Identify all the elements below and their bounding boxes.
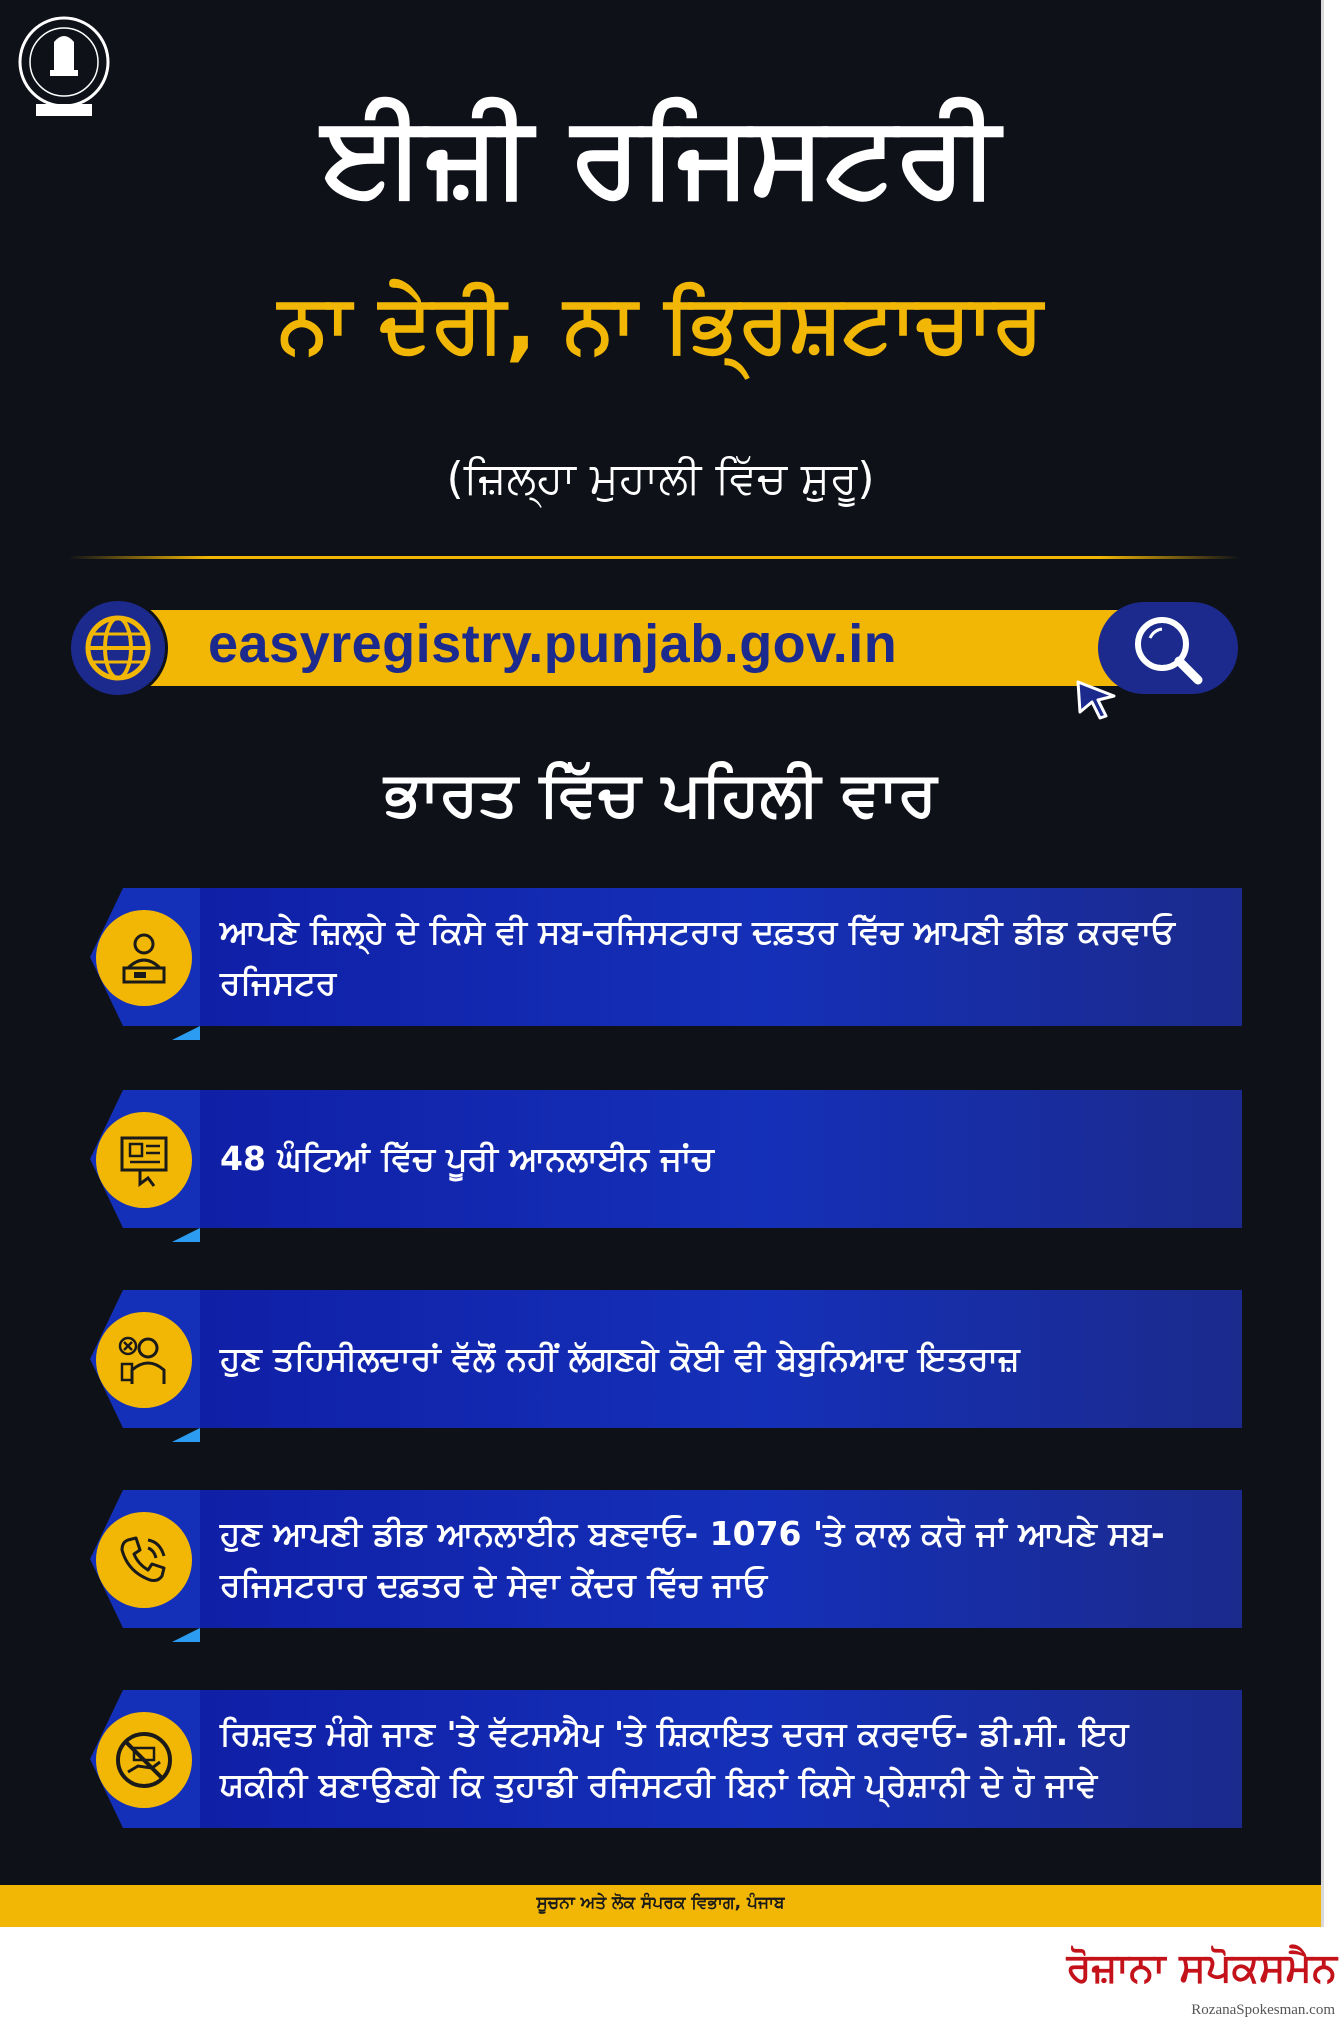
- no-bribe-icon: [96, 1712, 192, 1808]
- feature-text: ਆਪਣੇ ਜ਼ਿਲ੍ਹੇ ਦੇ ਕਿਸੇ ਵੀ ਸਬ-ਰਜਿਸਟਰਾਰ ਦਫ਼ਤਰ ਵਿੱਚ ਆਪਣੀ ਡੀਡ ਕਰਵਾਓ ਰਜਿਸਟਰ: [220, 911, 1175, 1002]
- newspaper-url[interactable]: RozanaSpokesman.com: [1191, 2002, 1335, 2018]
- url-text: easyregistry.punjab.gov.in: [208, 614, 898, 674]
- officer-desk-icon: [96, 910, 192, 1006]
- headline: ਭਾਰਤ ਵਿੱਚ ਪਹਿਲੀ ਵਾਰ: [384, 757, 937, 830]
- page-subtitle: ਨਾ ਦੇਰੀ, ਨਾ ਭ੍ਰਿਸ਼ਟਾਚਾਰ: [278, 277, 1043, 370]
- cursor-icon: [1074, 678, 1118, 722]
- feature-item: [90, 1690, 1242, 1828]
- feature-text: 48 ਘੰਟਿਆਂ ਵਿੱਚ ਪੂਰੀ ਆਨਲਾਈਨ ਜਾਂਚ: [220, 1139, 714, 1179]
- footer-bar: [0, 1885, 1324, 1927]
- phone-call-icon: [96, 1512, 192, 1608]
- district-note: (ਜ਼ਿਲ੍ਹਾ ਮੁਹਾਲੀ ਵਿੱਚ ਸ਼ੁਰੂ): [446, 453, 875, 504]
- divider: [68, 556, 1240, 559]
- feature-item: [90, 1090, 1242, 1228]
- online-document-icon: [96, 1112, 192, 1208]
- search-button[interactable]: [1098, 602, 1238, 694]
- feature-notch: [172, 1628, 200, 1642]
- newspaper-brand: ਰੋਜ਼ਾਨਾ ਸਪੋਕਸਮੈਨ: [1066, 1945, 1337, 1991]
- feature-notch: [172, 1428, 200, 1442]
- feature-item: [90, 1490, 1242, 1628]
- feature-text: ਰਿਸ਼ਵਤ ਮੰਗੇ ਜਾਣ 'ਤੇ ਵੱਟਸਐਪ 'ਤੇ ਸ਼ਿਕਾਇਤ ਦਰਜ ਕਰਵਾਓ- ਡੀ.ਸੀ. ਇਹ ਯਕੀਨੀ ਬਣਾਉਣਗੇ ਕਿ ਤੁਹਾਡੀ ਰਜਿਸਟਰੀ ਬਿਨਾਂ ਕਿਸੇ ਪ੍ਰੇਸ਼ਾਨੀ ਦੇ ਹੋ ਜਾਵੇ: [220, 1713, 1129, 1804]
- feature-item: [90, 888, 1242, 1026]
- feature-item: [90, 1290, 1242, 1428]
- page-title: ਈਜ਼ੀ ਰਜਿਸਟਰੀ: [321, 91, 1000, 221]
- feature-text: ਹੁਣ ਆਪਣੀ ਡੀਡ ਆਨਲਾਈਨ ਬਣਵਾਓ- 1076 'ਤੇ ਕਾਲ ਕਰੋ ਜਾਂ ਆਪਣੇ ਸਬ-ਰਜਿਸਟਰਾਰ ਦਫ਼ਤਰ ਦੇ ਸੇਵਾ ਕੇਂਦਰ ਵਿੱਚ ਜਾਓ: [220, 1513, 1165, 1604]
- no-objection-officer-icon: [96, 1312, 192, 1408]
- url-bar[interactable]: [68, 598, 1238, 698]
- globe-icon: [68, 598, 168, 698]
- footer-credit: ਸੂਚਨਾ ਅਤੇ ਲੋਕ ਸੰਪਰਕ ਵਿਭਾਗ, ਪੰਜਾਬ: [536, 1893, 785, 1913]
- search-icon: [1098, 602, 1238, 694]
- feature-notch: [172, 1228, 200, 1242]
- feature-notch: [172, 1026, 200, 1040]
- feature-text: ਹੁਣ ਤਹਿਸੀਲਦਾਰਾਂ ਵੱਲੋਂ ਨਹੀਂ ਲੱਗਣਗੇ ਕੋਈ ਵੀ ਬੇਬੁਨਿਆਦ ਇਤਰਾਜ਼: [220, 1339, 1020, 1379]
